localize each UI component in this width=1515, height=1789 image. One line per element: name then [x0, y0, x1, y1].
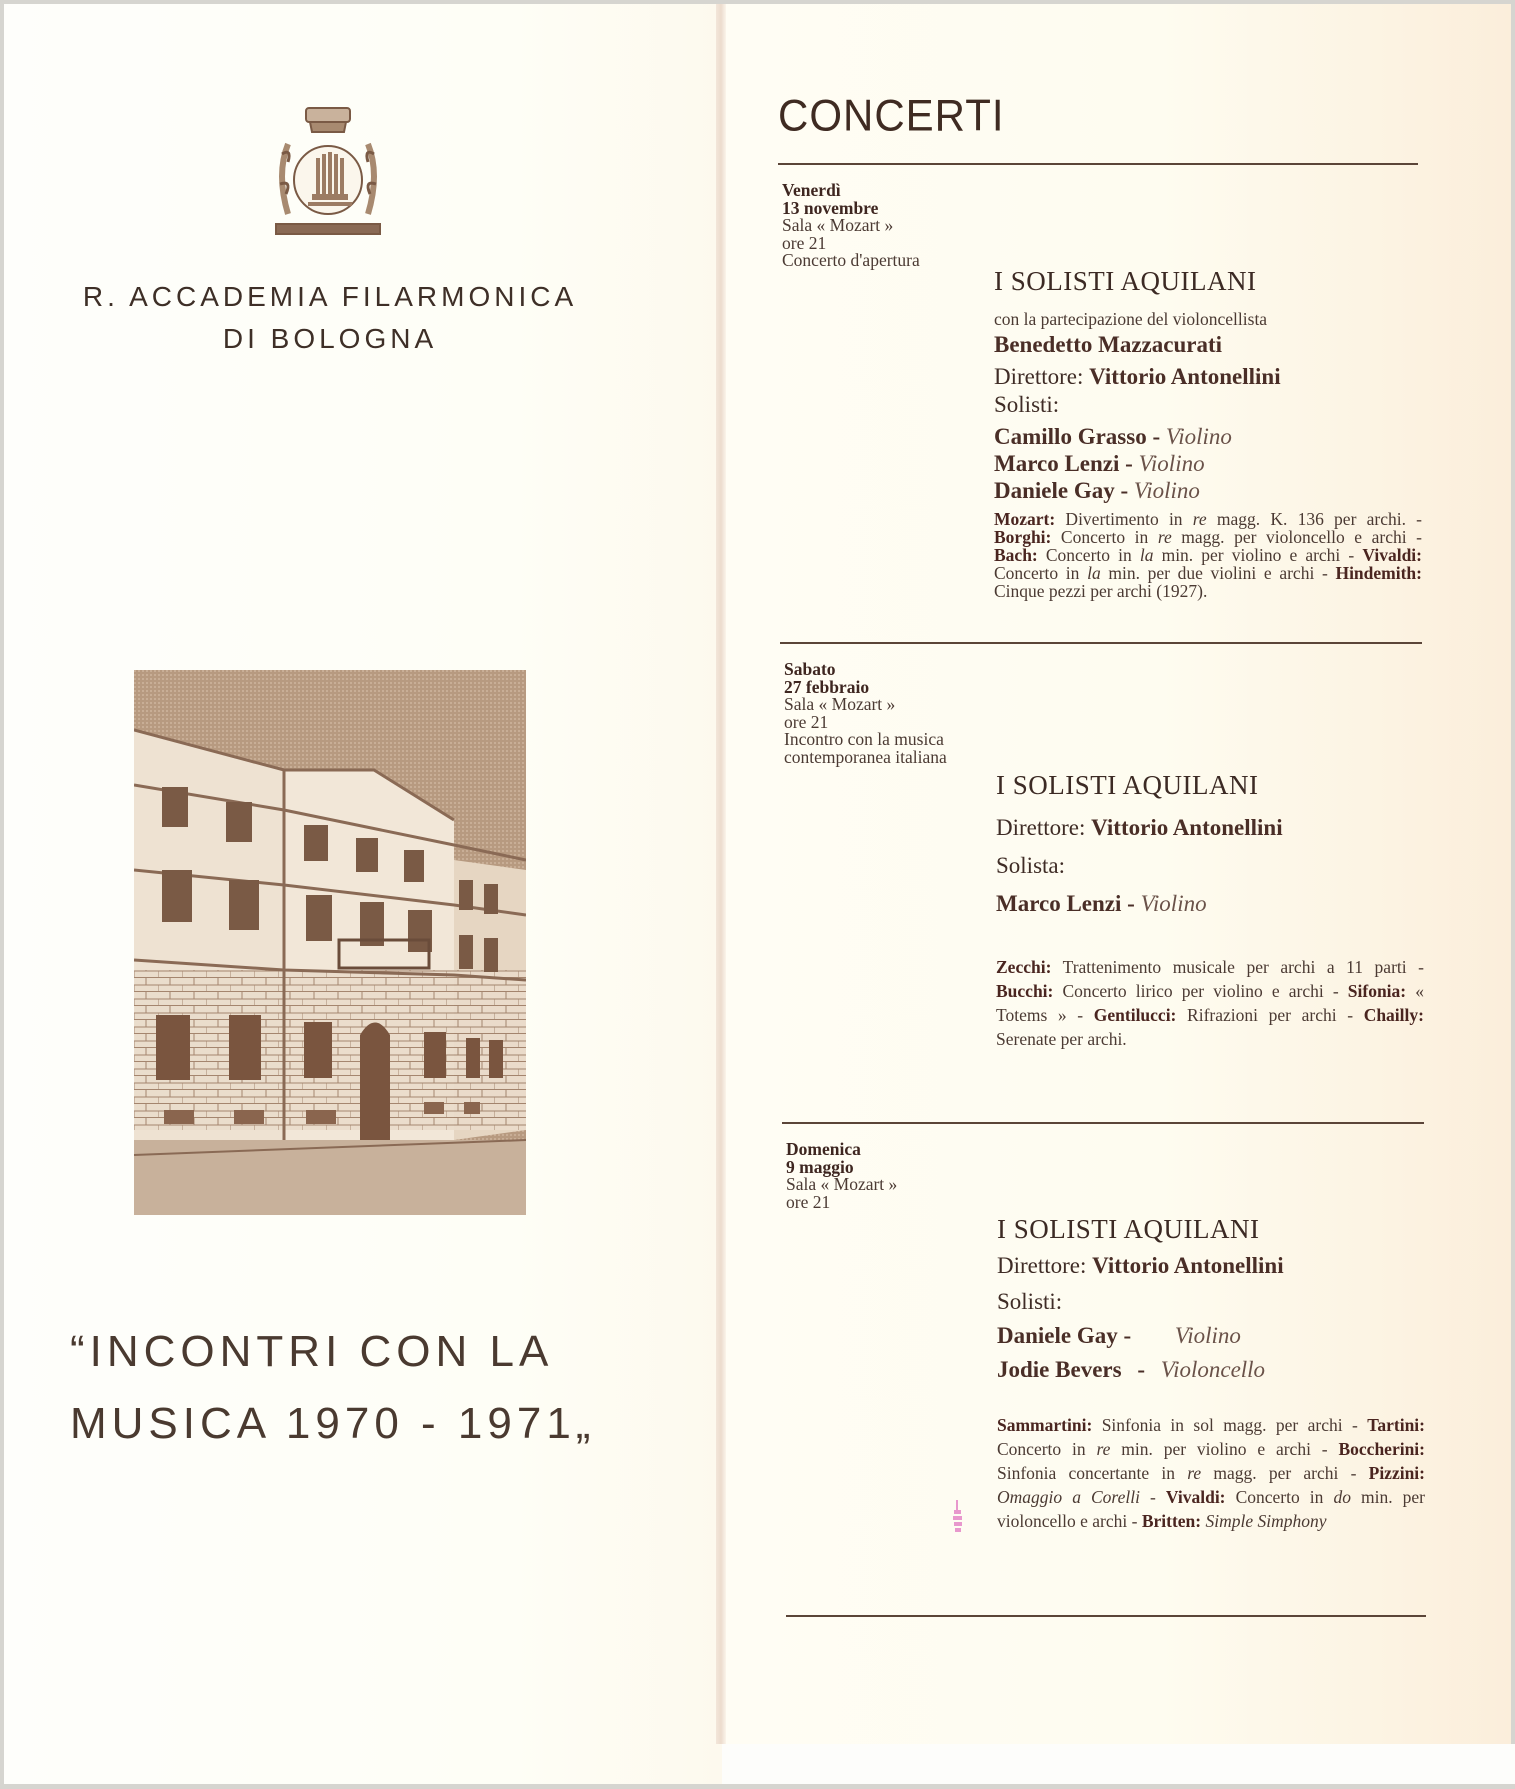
composer: Vivaldi: — [1165, 1487, 1226, 1507]
soloist-row — [994, 424, 1422, 450]
concert-program — [996, 955, 1424, 1051]
series-title-line-2: MUSICA 1970 - 1971„ — [70, 1399, 596, 1448]
director-name: Vittorio Antonellini — [1091, 815, 1283, 840]
series-title — [70, 1316, 630, 1460]
soloist-instrument: Violino — [1140, 891, 1207, 916]
composer: Vivaldi: — [1362, 545, 1422, 565]
concert-hall: Sala « Mozart » — [782, 215, 894, 235]
soloist-instrument: Violino — [1174, 1323, 1241, 1348]
soloists-label: Solisti: — [994, 392, 1060, 417]
academy-crest-icon — [268, 104, 388, 242]
work: Concerto in — [1225, 1487, 1334, 1507]
composer: Sifonia: — [1347, 981, 1407, 1001]
soloist-row — [994, 478, 1422, 504]
concert-date: 13 novembre — [782, 197, 879, 218]
concert-1-content — [994, 266, 1422, 600]
concert-2-content — [996, 770, 1424, 1051]
concert-3-meta — [786, 1141, 897, 1211]
soloist-row — [997, 1323, 1425, 1349]
work: « Totems » - — [996, 981, 1424, 1025]
concert-program — [997, 1413, 1425, 1533]
work: Concerto in — [997, 1439, 1097, 1459]
composer: Hindemith: — [1335, 563, 1422, 583]
concert-1-meta — [782, 182, 920, 270]
divider — [780, 642, 1422, 644]
stamp-mark-icon — [953, 1498, 963, 1538]
concert-program — [994, 510, 1422, 600]
concert-date: 9 maggio — [786, 1156, 854, 1177]
soloist-sep: - — [1127, 891, 1135, 916]
director-name: Vittorio Antonellini — [1092, 1253, 1284, 1278]
soloist-instrument: Violino — [1138, 451, 1205, 476]
director-label: Direttore: — [996, 815, 1086, 840]
soloist-sep: - — [1125, 451, 1133, 476]
composer: Britten: — [1141, 1511, 1202, 1531]
work: Concerto in — [1051, 527, 1158, 547]
work-italic: Omaggio a Corelli — [997, 1487, 1140, 1507]
work-italic: la — [1087, 563, 1101, 583]
concert-time: ore 21 — [786, 1191, 831, 1212]
director-label: Direttore: — [997, 1253, 1087, 1278]
soloist-name: Marco Lenzi — [994, 451, 1120, 476]
composer: Sammartini: — [997, 1415, 1093, 1435]
soloists-label: Solista: — [996, 853, 1066, 878]
building-illustration — [134, 670, 526, 1215]
academy-name-line-2: DI BOLOGNA — [222, 323, 438, 354]
work: Concerto in — [1037, 545, 1140, 565]
work-italic: Simple Simphony — [1205, 1511, 1327, 1531]
soloist-name: Marco Lenzi — [996, 891, 1122, 916]
ensemble-name: I SOLISTI AQUILANI — [996, 770, 1259, 800]
work: Cinque pezzi per archi (1927). — [994, 581, 1208, 601]
composer: Mozart: — [994, 509, 1056, 529]
divider — [782, 1122, 1424, 1124]
work-rest: magg. per violoncello e archi - — [1171, 527, 1422, 547]
ensemble-name: I SOLISTI AQUILANI — [997, 1214, 1260, 1244]
soloist-instrument: Violino — [1165, 424, 1232, 449]
soloist-name: Daniele Gay — [997, 1323, 1118, 1348]
concert-note: Concerto d'apertura — [782, 250, 920, 270]
work: Rifrazioni per archi - — [1176, 1005, 1364, 1025]
participant-name: Benedetto Mazzacurati — [994, 332, 1223, 357]
composer: Borghi: — [994, 527, 1052, 547]
director-name: Vittorio Antonellini — [1089, 364, 1281, 389]
work-italic: do — [1333, 1487, 1351, 1507]
page-fold — [716, 4, 726, 1744]
soloist-sep: - — [1137, 1357, 1145, 1382]
ensemble-name: I SOLISTI AQUILANI — [994, 266, 1257, 296]
concert-3-content — [997, 1214, 1425, 1533]
work: Serenate per archi. — [996, 1029, 1127, 1049]
academy-name-line-1: R. ACCADEMIA FILARMONICA — [82, 281, 578, 312]
concert-note: Incontro con la musica — [784, 729, 944, 749]
composer: Tartini: — [1367, 1415, 1425, 1435]
concert-note-2: contemporanea italiana — [784, 746, 947, 767]
divider — [786, 1615, 1426, 1617]
composer: Bach: — [994, 545, 1038, 565]
work: Sinfonia in sol magg. per archi - — [1092, 1415, 1368, 1435]
work-italic: la — [1139, 545, 1154, 565]
work-rest: magg. K. 136 per archi. - — [1206, 509, 1422, 529]
soloist-instrument: Violino — [1133, 478, 1200, 503]
concert-time: ore 21 — [782, 232, 827, 253]
work-italic: re — [1187, 1463, 1202, 1483]
work-italic: re — [1192, 509, 1207, 529]
soloist-row — [994, 451, 1422, 477]
composer: Zecchi: — [996, 957, 1052, 977]
composer: Bucchi: — [996, 981, 1054, 1001]
composer: Pizzini: — [1368, 1463, 1425, 1483]
work: Concerto in — [994, 563, 1088, 583]
academy-name — [0, 276, 660, 360]
concert-day: Domenica — [786, 1139, 861, 1159]
participation-text: con la partecipazione del violoncellista — [994, 309, 1268, 329]
soloist-row — [997, 1357, 1425, 1383]
concert-2-meta — [784, 661, 947, 766]
work-rest: min. per due violini e archi - — [1100, 563, 1336, 583]
page-bottom-margin — [722, 1744, 1515, 1789]
work-rest: magg. per archi - — [1201, 1463, 1369, 1483]
work-italic: re — [1096, 1439, 1111, 1459]
soloist-instrument: Violoncello — [1160, 1357, 1266, 1382]
work-italic: re — [1157, 527, 1172, 547]
soloist-name: Camillo Grasso — [994, 424, 1147, 449]
soloist-name: Daniele Gay — [994, 478, 1115, 503]
soloist-sep: - — [1123, 1323, 1132, 1348]
soloist-sep: - — [1120, 478, 1129, 503]
concert-hall: Sala « Mozart » — [784, 694, 896, 714]
concert-hall: Sala « Mozart » — [786, 1174, 898, 1194]
soloists-label: Solisti: — [997, 1289, 1063, 1314]
soloist-name: Jodie Bevers — [997, 1357, 1122, 1382]
concert-date: 27 febbraio — [784, 676, 870, 697]
composer: Chailly: — [1363, 1005, 1424, 1025]
scan-border — [0, 1784, 1515, 1789]
work-rest: min. per violino e archi - — [1110, 1439, 1339, 1459]
work: Sinfonia concertante in — [997, 1463, 1188, 1483]
work: Concerto lirico per violino e archi - — [1053, 981, 1348, 1001]
composer: Boccherini: — [1338, 1439, 1425, 1459]
director-label: Direttore: — [994, 364, 1084, 389]
composer: Gentilucci: — [1093, 1005, 1177, 1025]
soloist-row — [996, 891, 1424, 917]
soloist-sep: - — [1152, 424, 1161, 449]
divider — [778, 163, 1418, 165]
work-rest: - — [1139, 1487, 1166, 1507]
concert-day: Sabato — [784, 659, 836, 679]
concert-day: Venerdì — [782, 180, 841, 200]
concert-time: ore 21 — [784, 711, 829, 732]
work: Trattenimento musicale per archi a 11 parti - — [1051, 957, 1424, 977]
page-heading: CONCERTI — [778, 90, 1005, 141]
series-title-line-1: “INCONTRI CON LA — [70, 1327, 554, 1376]
work: Divertimento in — [1055, 509, 1193, 529]
work-rest: min. per violoncello e archi - — [997, 1487, 1425, 1531]
work-rest: min. per violino e archi - — [1153, 545, 1363, 565]
